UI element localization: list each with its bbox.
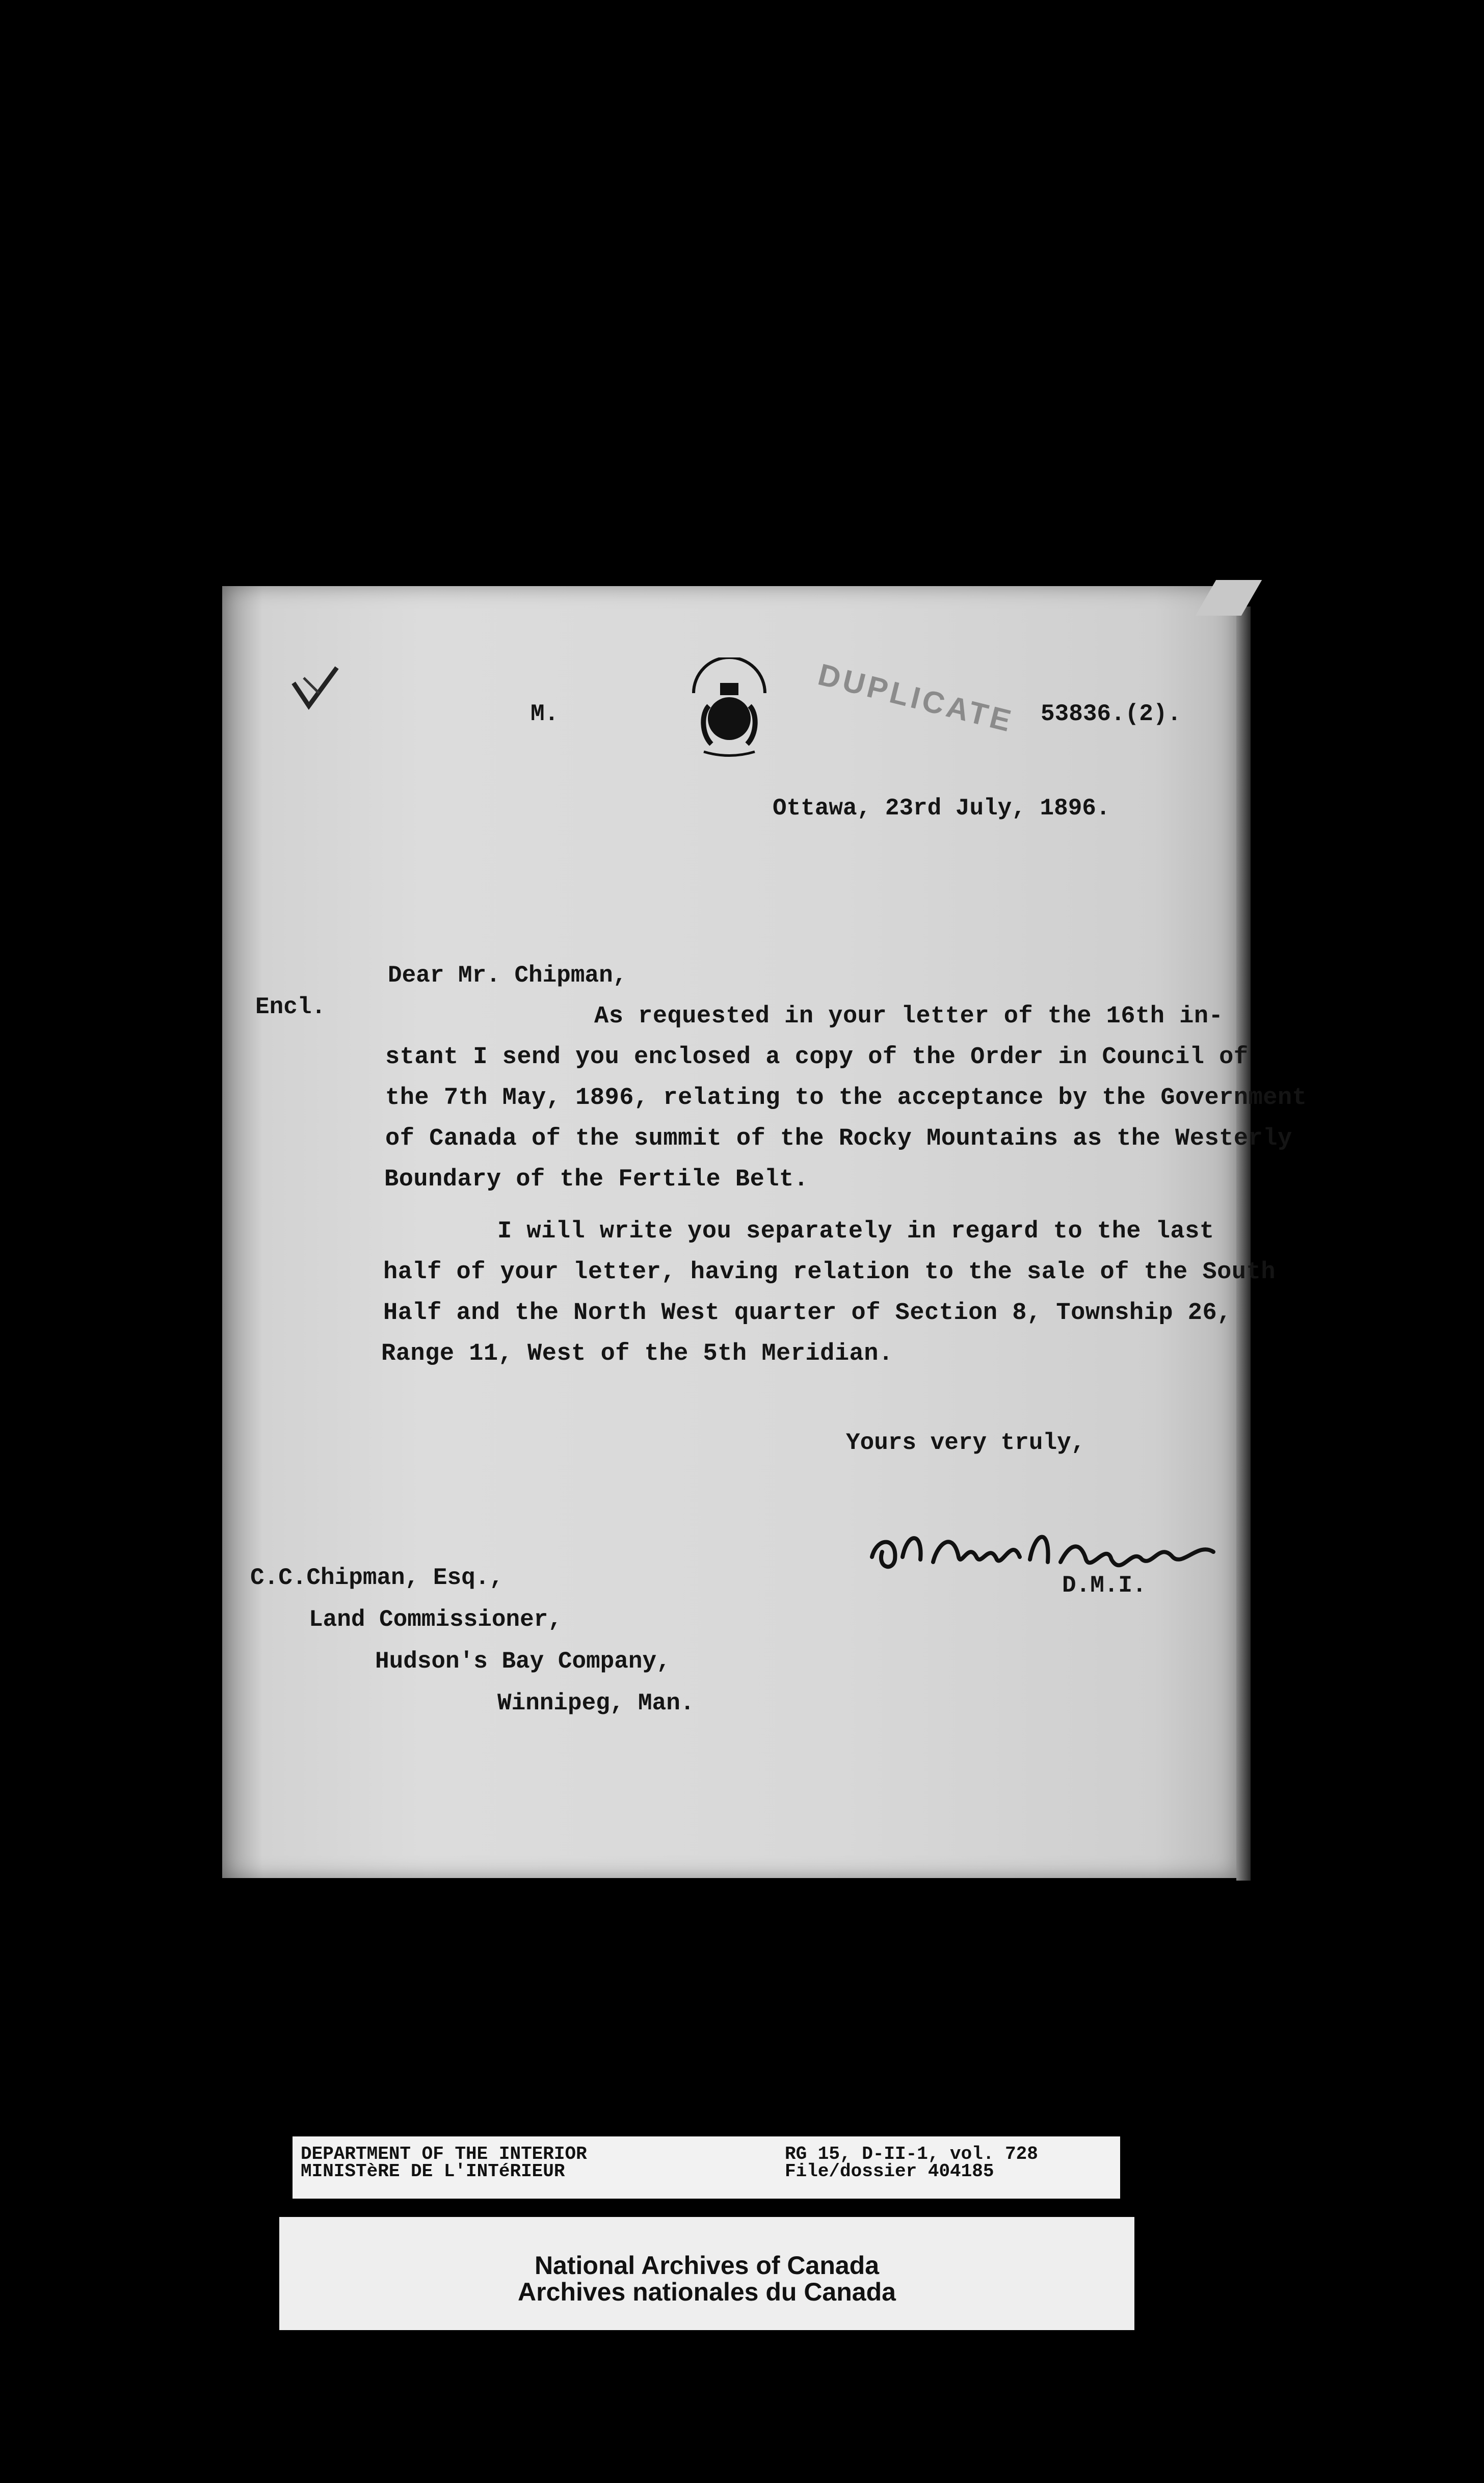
body-line-6: I will write you separately in regard to the last [497, 1218, 1214, 1245]
body-line-4: of Canada of the summit of the Rocky Mountains as the Westerly [385, 1125, 1292, 1152]
archive-reference-label [293, 2136, 1120, 2199]
page-edge-shadow [1236, 606, 1251, 1881]
body-line-2: stant I send you enclosed a copy of the Order in Council of [385, 1044, 1249, 1071]
department-crest-icon [678, 657, 780, 759]
file-dossier-number: File/dossier 404185 [785, 2161, 994, 2182]
body-line-5: Boundary of the Fertile Belt. [384, 1166, 809, 1193]
file-reference: 53836.(2). [1041, 701, 1182, 727]
address-line-2: Land Commissioner, [309, 1606, 562, 1633]
record-group-reference: RG 15, D-II-1, vol. 728 [785, 2144, 1038, 2164]
handwritten-signature [867, 1511, 1224, 1582]
department-french: MINISTèRE DE L'INTéRIEUR [301, 2161, 565, 2182]
duplicate-stamp: DUPLICATE [814, 657, 1018, 739]
body-line-3: the 7th May, 1896, relating to the acceptance by the Government [385, 1085, 1307, 1112]
signer-title: D.M.I. [1062, 1572, 1147, 1599]
check-mark-icon [288, 663, 344, 719]
address-line-1: C.C.Chipman, Esq., [250, 1565, 503, 1591]
date-line: Ottawa, 23rd July, 1896. [773, 795, 1110, 822]
archive-name-french: Archives nationales du Canada [518, 2278, 896, 2306]
letter-marker: M. [531, 701, 559, 727]
body-line-7: half of your letter, having relation to the sale of the South [383, 1259, 1276, 1286]
department-english: DEPARTMENT OF THE INTERIOR [301, 2144, 587, 2164]
folded-corner [1196, 580, 1262, 616]
body-line-9: Range 11, West of the 5th Meridian. [381, 1340, 893, 1367]
address-line-4: Winnipeg, Man. [497, 1690, 695, 1716]
closing: Yours very truly, [846, 1430, 1085, 1456]
address-line-3: Hudson's Bay Company, [375, 1648, 671, 1675]
letter-page [222, 586, 1307, 1878]
body-line-8: Half and the North West quarter of Section 8, Township 26, [383, 1300, 1232, 1327]
archive-banner [279, 2217, 1134, 2330]
archive-name-english: National Archives of Canada [534, 2251, 880, 2280]
body-line-1: As requested in your letter of the 16th in- [594, 1003, 1224, 1030]
enclosure-note: Encl. [255, 994, 326, 1020]
salutation: Dear Mr. Chipman, [388, 962, 627, 989]
